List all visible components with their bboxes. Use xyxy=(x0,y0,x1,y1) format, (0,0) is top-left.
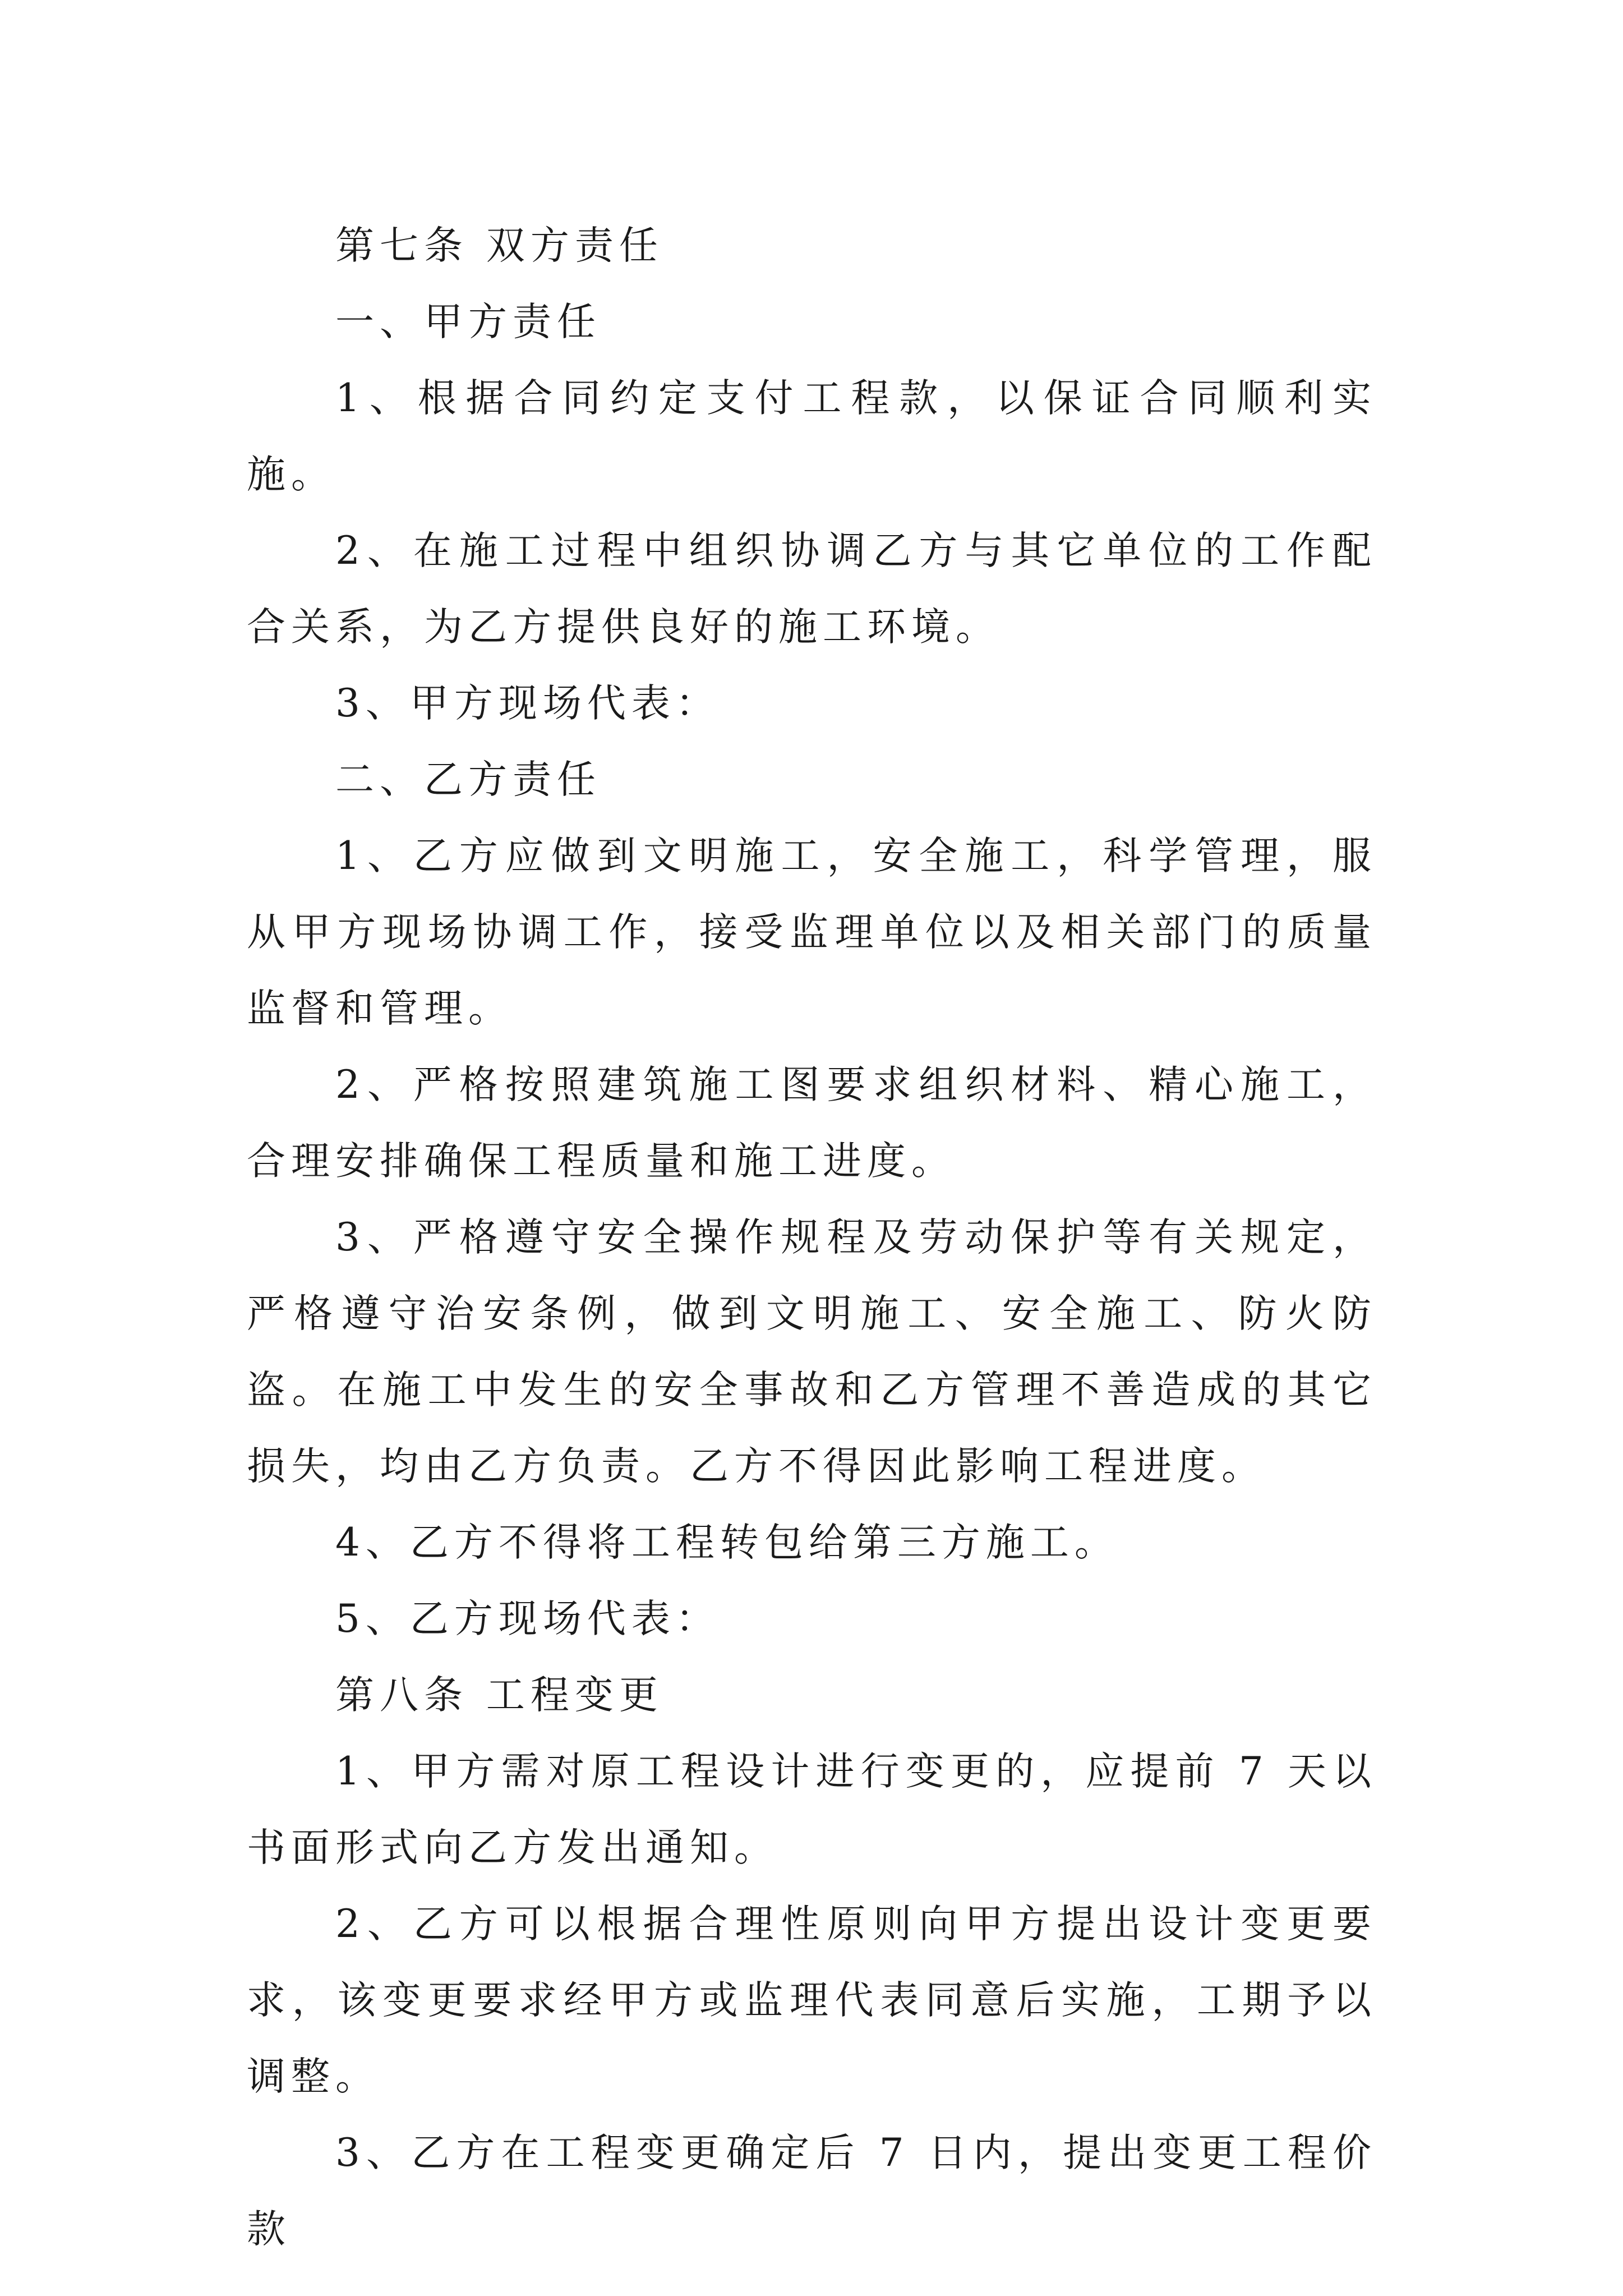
article-8-heading: 第八条 工程变更 xyxy=(335,1673,663,1718)
change-item-1: 1、甲方需对原工程设计进行变更的，应提前 7 天以书面形式向乙方发出通知。 xyxy=(247,1749,1377,1870)
article-7-heading: 第七条 双方责任 xyxy=(335,223,663,268)
party-a-item-1: 1、根据合同约定支付工程款，以保证合同顺利实施。 xyxy=(247,376,1377,497)
party-a-item-2: 2、在施工过程中组织协调乙方与其它单位的工作配合关系，为乙方提供良好的施工环境。 xyxy=(247,528,1377,650)
party-b-item-2: 2、严格按照建筑施工图要求组织材料、精心施工，合理安排确保工程质量和施工进度。 xyxy=(247,1062,1377,1184)
party-b-item-4: 4、乙方不得将工程转包给第三方施工。 xyxy=(335,1520,1119,1565)
party-b-item-5: 5、乙方现场代表： xyxy=(335,1596,720,1641)
party-a-item-3: 3、甲方现场代表： xyxy=(335,681,720,726)
change-item-3: 3、乙方在工程变更确定后 7 日内，提出变更工程价款 xyxy=(247,2131,1377,2252)
party-b-item-1: 1、乙方应做到文明施工，安全施工，科学管理，服从甲方现场协调工作，接受监理单位以及相关部门的质量监督和管理。 xyxy=(247,834,1377,1031)
party-a-heading: 一、甲方责任 xyxy=(335,300,601,344)
document-body xyxy=(247,208,1377,2267)
party-b-item-3: 3、严格遵守安全操作规程及劳动保护等有关规定，严格遵守治安条例，做到文明施工、安全施工、防火防盗。在施工中发生的安全事故和乙方管理不善造成的其它损失，均由乙方负责。乙方不得因此影响工程进度。 xyxy=(247,1215,1377,1489)
party-b-heading: 二、乙方责任 xyxy=(335,757,601,802)
change-item-2: 2、乙方可以根据合理性原则向甲方提出设计变更要求，该变更要求经甲方或监理代表同意后实施，工期予以调整。 xyxy=(247,1902,1377,2099)
